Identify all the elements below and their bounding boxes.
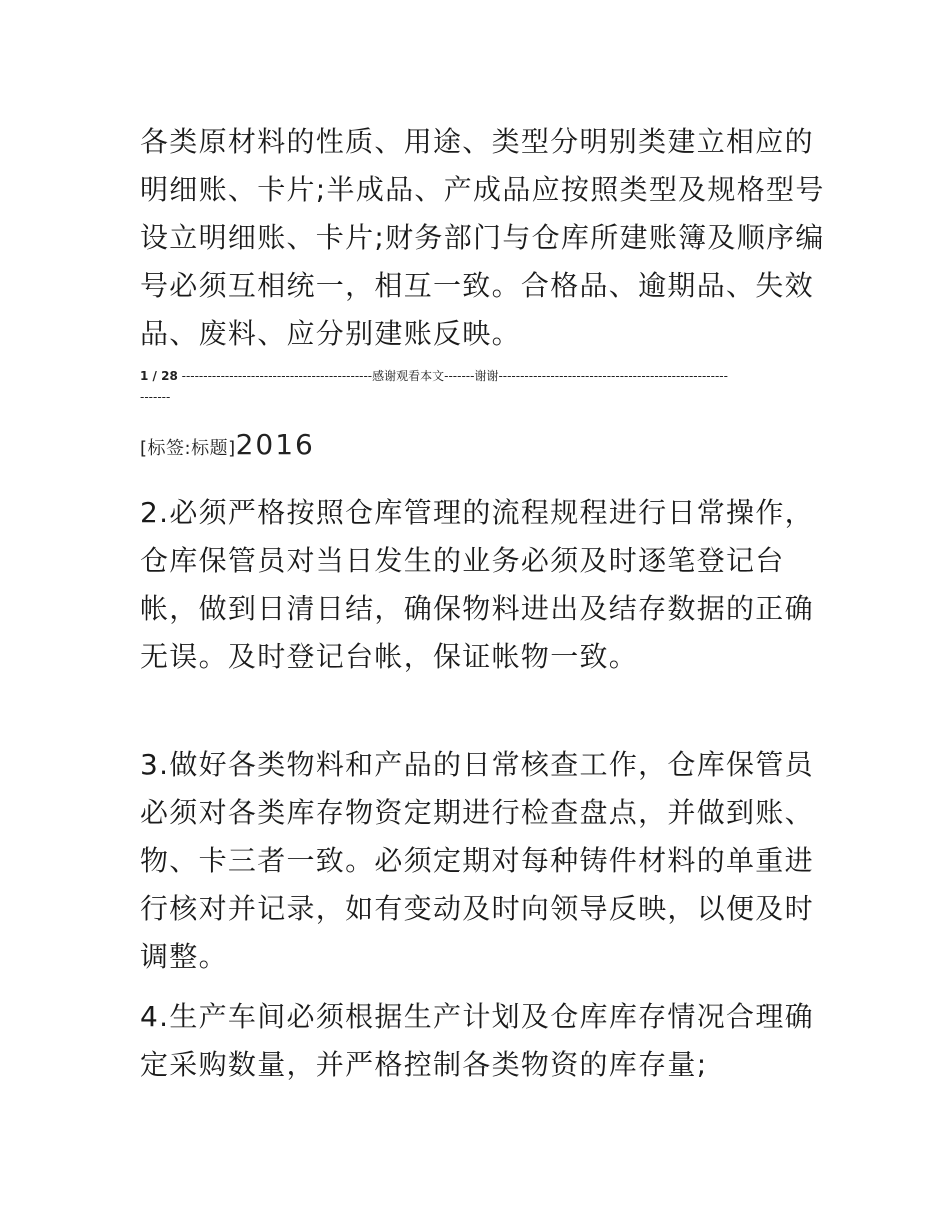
paragraph-2: 2.必须严格按照仓库管理的流程规程进行日常操作，仓库保管员对当日发生的业务必须及时逐笔登记台帐，做到日清日结，确保物料进出及结存数据的正确无误。及时登记台帐，保证帐物一致。 — [140, 496, 814, 673]
tag-year: 2016 — [235, 428, 315, 461]
paragraph-3: 3.做好各类物料和产品的日常核查工作，仓库保管员必须对各类库存物资定期进行检查盘点，并做到账、物、卡三者一致。必须定期对每种铸件材料的单重进行核对并记录，如有变动及时向领导反映，以便及时调整。 — [140, 748, 814, 973]
page-footer — [140, 366, 730, 408]
footer-text: --------------------------------------------感谢观看本文-------谢谢------------------------------------------------------------ — [140, 369, 728, 404]
page-number: 1 / 28 — [140, 369, 178, 383]
paragraph-1: 各类原材料的性质、用途、类型分明别类建立相应的明细账、卡片;半成品、产成品应按照类型及规格型号设立明细账、卡片;财务部门与仓库所建账簿及顺序编号必须互相统一，相互一致。合格品、逾期品、失效品、废料、应分别建账反映。 — [140, 125, 825, 350]
tag-label: [标签:标题] — [140, 438, 236, 459]
tag-line — [140, 428, 315, 461]
paragraph-4: 4.生产车间必须根据生产计划及仓库库存情况合理确定采购数量，并严格控制各类物资的库存量; — [140, 1000, 814, 1081]
